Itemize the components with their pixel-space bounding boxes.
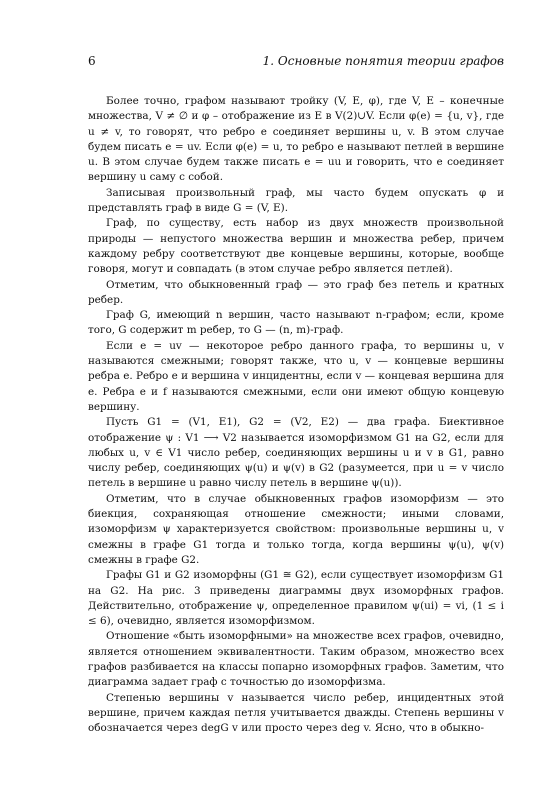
- paragraph: Отметим, что в случае обыкновенных графов изоморфизм — это биекция, сохраняющая отношение смежности; иными словами, изоморфизм ψ характеризуется свойством: произвольные вершины u, v смежны в графе G1 тогда и только тогда, когда вершины ψ(u), ψ(v) смежны в графе G2.: [88, 492, 504, 566]
- paragraph: Граф G, имеющий n вершин, часто называют n-графом; если, кроме того, G содержит m ребер, то G — (n, m)-граф.: [88, 309, 504, 337]
- paragraph: Отметим, что обыкновенный граф — это граф без петель и кратных ребер.: [88, 278, 504, 306]
- paragraph: Пусть G1 = (V1, E1), G2 = (V2, E2) — два графа. Биективное отображение ψ : V1 ⟶ V2 называется изоморфизмом G1 на G2, если для любых u, v ∈ V1 число ребер, соединяющих вершины u и v в G1, равно числу ребер, соединяющих ψ(u) и ψ(v) в G2 (разумеется, при u = v число петель в вершине u равно числу петель в вершине ψ(u)).: [88, 416, 504, 490]
- paragraph: Графы G1 и G2 изоморфны (G1 ≅ G2), если существует изоморфизм G1 на G2. На рис. 3 приведены диаграммы двух изоморфных графов. Действительно, отображение ψ, определенное правилом ψ(ui) = vi, (1 ≤ i ≤ 6), очевидно, является изоморфизмом.: [88, 569, 504, 628]
- paragraph: Если e = uv — некоторое ребро данного графа, то вершины u, v называются смежными; говорят также, что u, v — концевые вершины ребра e. Ребро e и вершина v инцидентны, если v — концевая вершина для e. Ребра e и f называются смежными, если они имеют общую концевую вершину.: [88, 339, 504, 413]
- paragraph: Отношение «быть изоморфными» на множестве всех графов, очевидно, является отношением эквивалентности. Таким образом, множество всех графов разбивается на классы попарно изоморфных графов. Заметим, что диаграмма задает граф с точностью до изоморфизма.: [88, 630, 504, 689]
- paragraph: Записывая произвольный граф, мы часто будем опускать φ и представлять граф в виде G = (V, E).: [88, 186, 504, 215]
- paragraph: Степенью вершины v называется число ребер, инцидентных этой вершине, причем каждая петля учитывается дважды. Степень вершины v обозначается через degG v или просто через deg v. Ясно, что в обыкно-: [88, 691, 504, 735]
- page-number: 6: [88, 54, 96, 68]
- running-head: 1. Основные понятия теории графов: [262, 54, 504, 68]
- paragraph: Более точно, графом называют тройку (V, E, φ), где V, E – конечные множества, V ≠ ∅ и φ – отображение из E в V(2)∪V. Если φ(e) = {u, v}, где u ≠ v, то говорят, что ребро e соединяет вершины u, v. В этом случае будем писать e = uv. Если φ(e) = u, то ребро e называют петлей в вершине u. В этом случае будем также писать e = uu и говорить, что e соединяет вершину u саму с собой.: [88, 95, 504, 184]
- page-header: [88, 54, 504, 70]
- body-text: [88, 94, 504, 736]
- paragraph: Граф, по существу, есть набор из двух множеств произвольной природы — непустого множества вершин и множества ребер, причем каждому ребру соответствуют две концевые вершины, которые, вообще говоря, могут и совпадать (в этом случае ребро является петлей).: [88, 217, 504, 276]
